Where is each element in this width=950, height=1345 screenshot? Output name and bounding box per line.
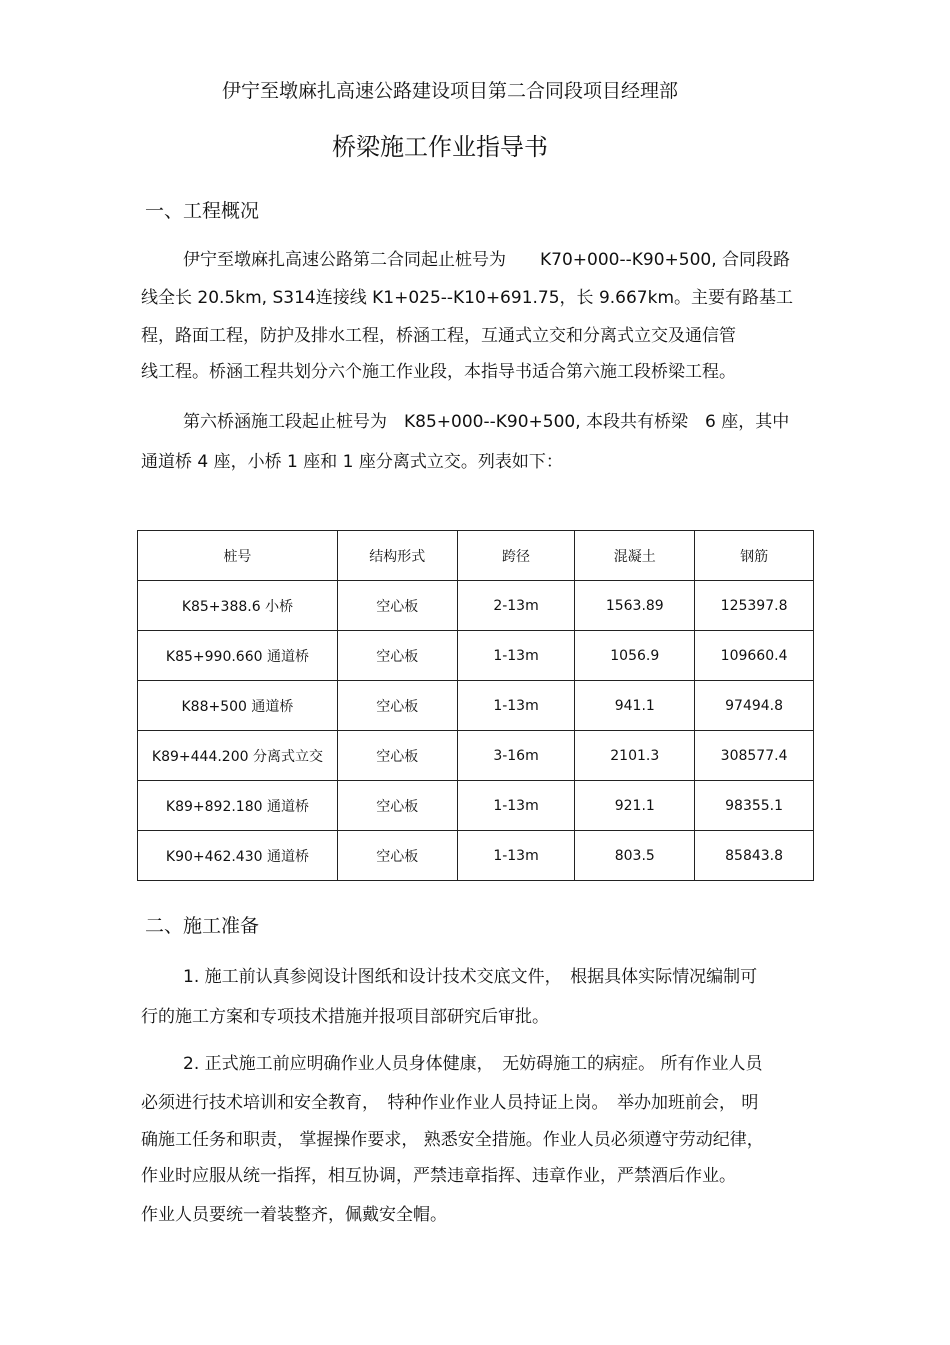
paragraph-line: 线工程。桥涵工程共划分六个施工作业段，本指导书适合第六施工段桥梁工程。 bbox=[141, 362, 736, 382]
cell-concrete: 921.1 bbox=[575, 781, 695, 831]
cell-rebar: 85843.8 bbox=[695, 831, 814, 881]
table-row bbox=[138, 631, 814, 681]
paragraph-line: 1. 施工前认真参阅设计图纸和设计技术交底文件， 根据具体实际情况编制可 bbox=[183, 967, 758, 987]
table-row bbox=[138, 581, 814, 631]
cell-span: 3-16m bbox=[457, 731, 575, 781]
paragraph-line: 通道桥 4 座，小桥 1 座和 1 座分离式立交。列表如下： bbox=[141, 452, 563, 472]
cell-structure: 空心板 bbox=[337, 681, 457, 731]
table-row bbox=[138, 731, 814, 781]
cell-span: 1-13m bbox=[457, 831, 575, 881]
cell-rebar: 98355.1 bbox=[695, 781, 814, 831]
cell-rebar: 109660.4 bbox=[695, 631, 814, 681]
paragraph-line: 作业时应服从统一指挥，相互协调，严禁违章指挥、违章作业，严禁酒后作业。 bbox=[141, 1166, 736, 1186]
header-rebar: 钢筋 bbox=[695, 531, 814, 581]
cell-station: K89+892.180 通道桥 bbox=[138, 781, 338, 831]
header-concrete: 混凝土 bbox=[575, 531, 695, 581]
cell-station: K85+388.6 小桥 bbox=[138, 581, 338, 631]
cell-station: K90+462.430 通道桥 bbox=[138, 831, 338, 881]
cell-span: 1-13m bbox=[457, 781, 575, 831]
header-station: 桩号 bbox=[138, 531, 338, 581]
paragraph-line: 必须进行技术培训和安全教育， 特种作业作业人员持证上岗。 举办加班前会， 明 bbox=[141, 1093, 759, 1113]
paragraph-line: 线全长 20.5km, S314连接线 K1+025--K10+691.75，长 9.667km。主要有路基工 bbox=[141, 288, 794, 308]
cell-structure: 空心板 bbox=[337, 731, 457, 781]
cell-concrete: 2101.3 bbox=[575, 731, 695, 781]
table-row bbox=[138, 781, 814, 831]
organization-header: 伊宁至墩麻扎高速公路建设项目第二合同段项目经理部 bbox=[221, 80, 678, 102]
paragraph-line: 程，路面工程，防护及排水工程，桥涵工程，互通式立交和分离式立交及通信管 bbox=[141, 326, 736, 346]
cell-rebar: 97494.8 bbox=[695, 681, 814, 731]
cell-structure: 空心板 bbox=[337, 781, 457, 831]
cell-station: K89+444.200 分离式立交 bbox=[138, 731, 338, 781]
table-row bbox=[138, 681, 814, 731]
cell-station: K88+500 通道桥 bbox=[138, 681, 338, 731]
cell-rebar: 308577.4 bbox=[695, 731, 814, 781]
cell-rebar: 125397.8 bbox=[695, 581, 814, 631]
header-structure: 结构形式 bbox=[337, 531, 457, 581]
bridge-list-table bbox=[137, 530, 814, 881]
cell-concrete: 941.1 bbox=[575, 681, 695, 731]
document-title: 桥梁施工作业指导书 bbox=[332, 133, 548, 161]
header-span: 跨径 bbox=[457, 531, 575, 581]
cell-structure: 空心板 bbox=[337, 581, 457, 631]
paragraph-line: 行的施工方案和专项技术措施并报项目部研究后审批。 bbox=[141, 1007, 549, 1027]
paragraph-line: 确施工任务和职责， 掌握操作要求， 熟悉安全措施。作业人员必须遵守劳动纪律， bbox=[141, 1130, 764, 1150]
cell-concrete: 803.5 bbox=[575, 831, 695, 881]
table-header-row bbox=[138, 531, 814, 581]
section-1-heading: 一、工程概况 bbox=[145, 200, 260, 222]
cell-span: 1-13m bbox=[457, 681, 575, 731]
cell-concrete: 1563.89 bbox=[575, 581, 695, 631]
section-2-heading: 二、施工准备 bbox=[145, 915, 260, 937]
paragraph-line: 第六桥涵施工段起止桩号为 K85+000--K90+500, 本段共有桥梁 6 座，其中 bbox=[183, 412, 790, 432]
paragraph-line: 2. 正式施工前应明确作业人员身体健康， 无妨碍施工的病症。 所有作业人员 bbox=[183, 1054, 763, 1074]
cell-span: 1-13m bbox=[457, 631, 575, 681]
cell-structure: 空心板 bbox=[337, 831, 457, 881]
table-row bbox=[138, 831, 814, 881]
paragraph-line: 伊宁至墩麻扎高速公路第二合同起止桩号为 K70+000--K90+500, 合同段路 bbox=[183, 250, 791, 270]
cell-concrete: 1056.9 bbox=[575, 631, 695, 681]
cell-span: 2-13m bbox=[457, 581, 575, 631]
cell-station: K85+990.660 通道桥 bbox=[138, 631, 338, 681]
cell-structure: 空心板 bbox=[337, 631, 457, 681]
paragraph-line: 作业人员要统一着装整齐，佩戴安全帽。 bbox=[141, 1205, 447, 1225]
